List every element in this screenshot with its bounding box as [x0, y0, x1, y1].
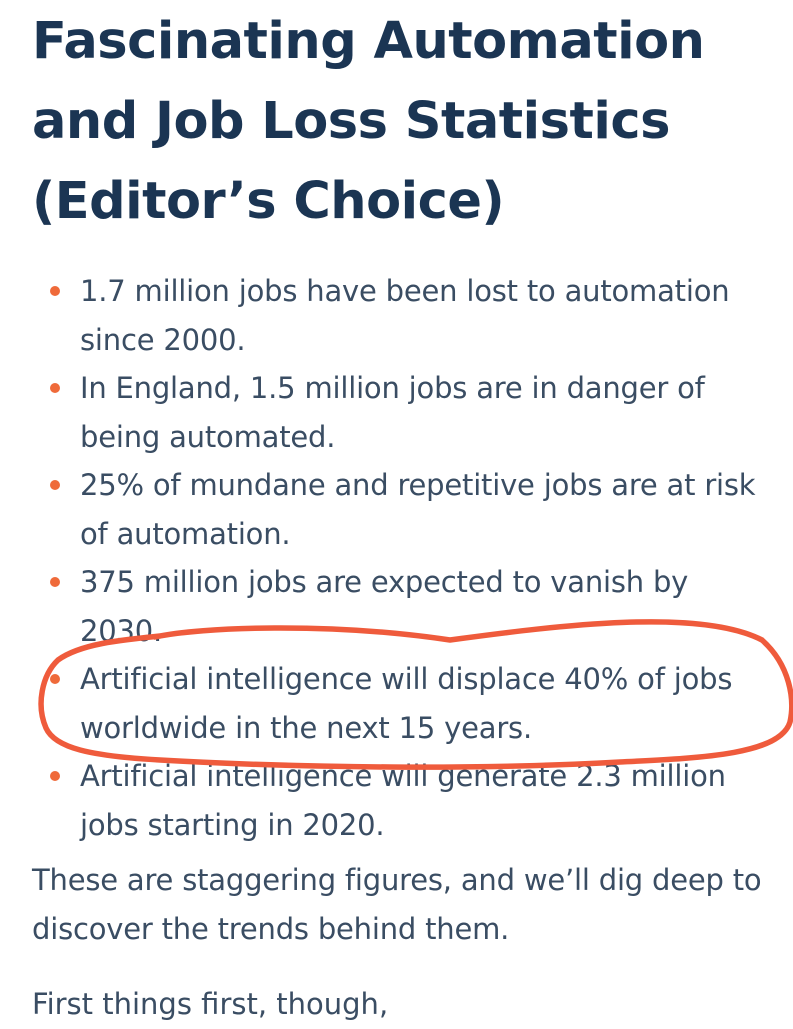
bullet-icon — [50, 480, 60, 490]
list-item-text: 1.7 million jobs have been lost to automation since 2000. — [80, 274, 730, 357]
bullet-icon — [50, 577, 60, 587]
list-item-text: In England, 1.5 million jobs are in danger of being automated. — [80, 371, 705, 454]
bullet-icon — [50, 383, 60, 393]
list-item-text: Artificial intelligence will generate 2.3 million jobs starting in 2020. — [80, 759, 726, 842]
list-item — [0, 558, 793, 655]
next-paragraph: First things first, though, — [32, 987, 389, 1021]
list-item — [0, 364, 793, 461]
list-item-highlighted — [0, 655, 793, 752]
list-item-text: Artificial intelligence will displace 40% of jobs worldwide in the next 15 years. — [80, 662, 733, 745]
bullet-icon — [50, 674, 60, 684]
list-item — [0, 752, 793, 849]
list-item — [0, 461, 793, 558]
summary-paragraph: These are staggering figures, and we’ll dig deep to discover the trends behind them. — [32, 863, 762, 946]
bullet-icon — [50, 286, 60, 296]
statistics-list — [0, 267, 793, 849]
list-item — [0, 267, 793, 364]
article-title: Fascinating Automation and Job Loss Statistics (Editor’s Choice) — [32, 12, 705, 231]
bullet-icon — [50, 771, 60, 781]
list-item-text: 25% of mundane and repetitive jobs are at risk of automation. — [80, 468, 756, 551]
list-item-text: 375 million jobs are expected to vanish by 2030. — [80, 565, 689, 648]
